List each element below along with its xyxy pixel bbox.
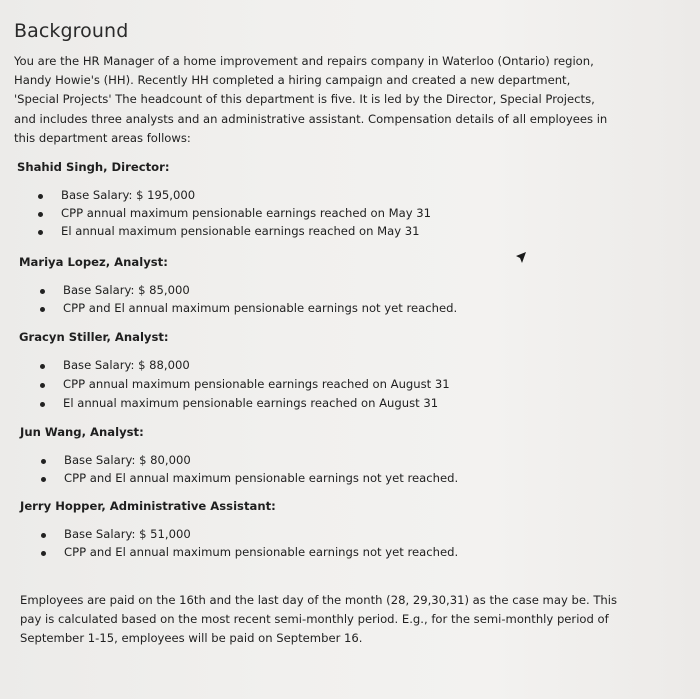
bullet-icon <box>41 459 46 464</box>
intro-line: and includes three analysts and an administrative assistant. Compensation details of all employees in <box>14 111 608 126</box>
intro-line: Handy Howie's (HH). Recently HH completed a hiring campaign and created a new department, <box>14 73 571 88</box>
bullet-item: El annual maximum pensionable earnings reached on May 31 <box>61 224 420 238</box>
employee-name-gracyn-stiller: Gracyn Stiller, Analyst: <box>19 330 169 344</box>
footer-line: Employees are paid on the 16th and the last day of the month (28, 29,30,31) as the case may be. This <box>20 593 618 607</box>
bullet-icon <box>41 551 46 556</box>
bullet-item: CPP and El annual maximum pensionable earnings not yet reached. <box>63 301 457 315</box>
bullet-item: Base Salary: $ 80,000 <box>64 453 191 467</box>
bullet-icon <box>38 194 43 199</box>
bullet-item: Base Salary: $ 51,000 <box>64 527 191 541</box>
footer-line: September 1-15, employees will be paid on September 16. <box>20 631 363 645</box>
bullet-item: Base Salary: $ 195,000 <box>61 188 195 202</box>
footer-line: pay is calculated based on the most recent semi-monthly period. E.g., for the semi-monthly period of <box>20 612 609 626</box>
intro-paragraph <box>14 52 614 148</box>
employee-name-mariya-lopez: Mariya Lopez, Analyst: <box>19 255 168 269</box>
bullet-item: CPP and El annual maximum pensionable earnings not yet reached. <box>64 545 458 559</box>
bullet-icon <box>38 212 43 217</box>
bullet-item: El annual maximum pensionable earnings reached on August 31 <box>63 396 438 410</box>
mouse-cursor-icon <box>512 250 528 266</box>
pay-schedule-paragraph <box>20 591 620 648</box>
page-title: Background <box>14 20 129 42</box>
bullet-item: Base Salary: $ 85,000 <box>63 283 190 297</box>
bullet-icon <box>40 307 45 312</box>
bullet-icon <box>40 402 45 407</box>
bullet-icon <box>40 289 45 294</box>
bullet-item: Base Salary: $ 88,000 <box>63 358 190 372</box>
bullet-item: CPP and El annual maximum pensionable earnings not yet reached. <box>64 471 458 485</box>
bullet-item: CPP annual maximum pensionable earnings reached on August 31 <box>63 377 450 391</box>
employee-name-jerry-hopper: Jerry Hopper, Administrative Assistant: <box>20 499 276 513</box>
bullet-icon <box>40 383 45 388</box>
intro-line: You are the HR Manager of a home improvement and repairs company in Waterloo (Ontario) region, <box>14 54 594 68</box>
employee-name-jun-wang: Jun Wang, Analyst: <box>20 425 144 439</box>
bullet-icon <box>38 230 43 235</box>
bullet-icon <box>41 533 46 538</box>
bullet-icon <box>41 477 46 482</box>
bullet-item: CPP annual maximum pensionable earnings reached on May 31 <box>61 206 431 220</box>
intro-line: 'Special Projects' The headcount of this department is five. It is led by the Director, Special Projects, <box>14 92 595 107</box>
intro-line: this department areas follows: <box>14 130 191 145</box>
employee-name-shahid-singh: Shahid Singh, Director: <box>17 160 170 174</box>
bullet-icon <box>40 364 45 369</box>
